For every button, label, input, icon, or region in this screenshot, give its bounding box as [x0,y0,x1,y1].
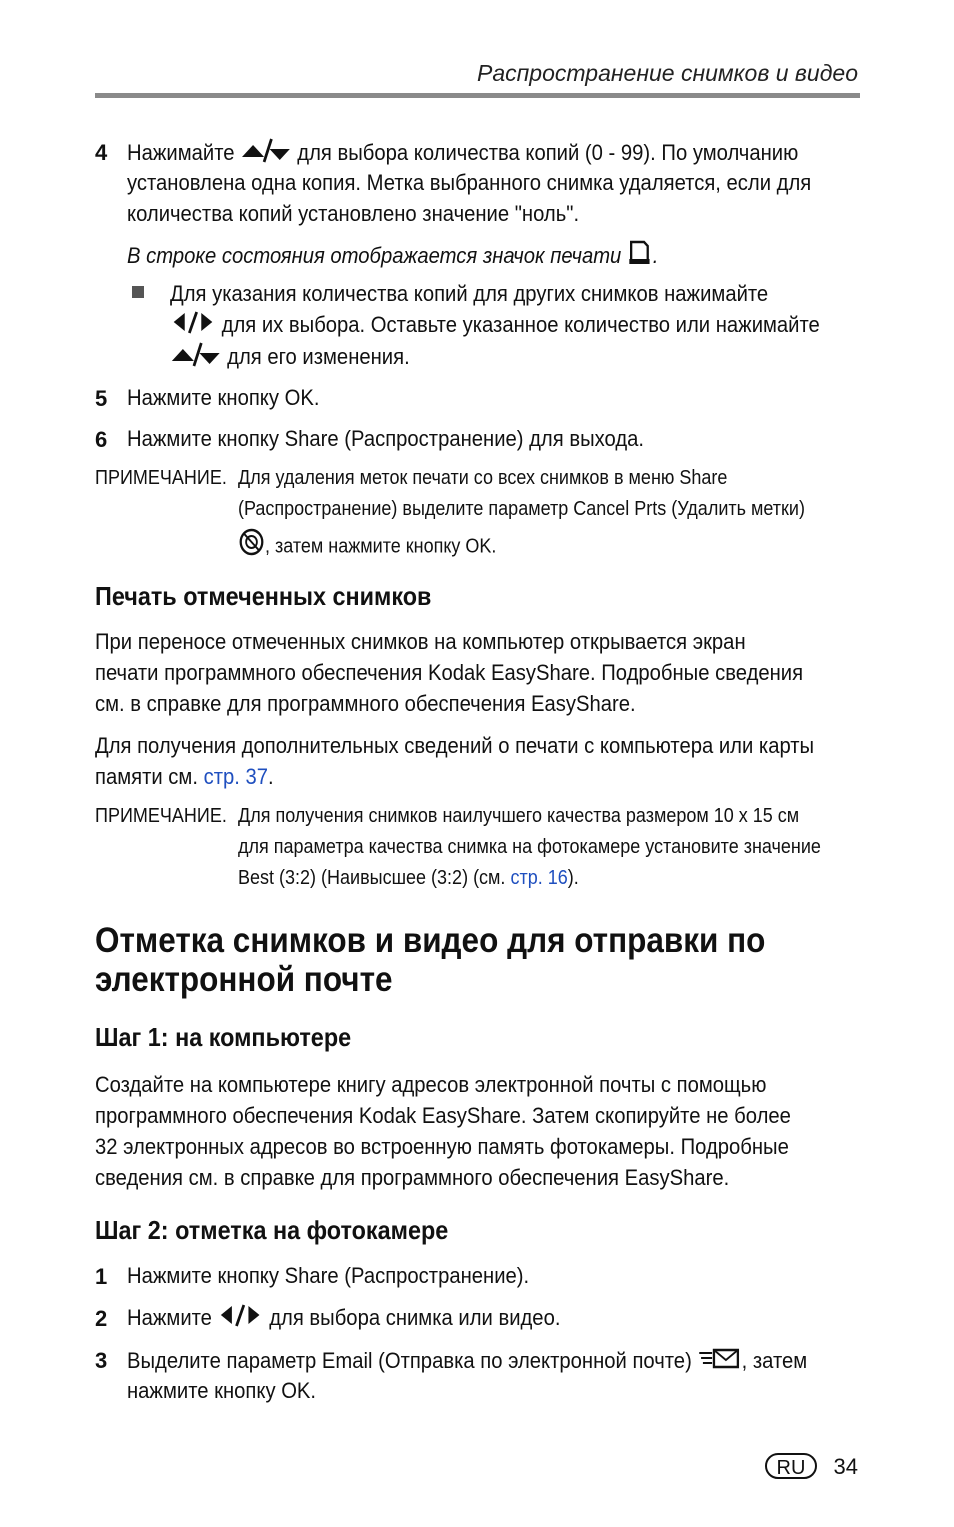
note2-line3-post: ). [567,867,579,889]
step1-line4: сведения см. в справке для программного обеспечения EasyShare. [95,1165,730,1190]
bullet-line3 [170,341,410,376]
step-number: 3 [95,1348,108,1373]
email-step2-post: для выбора снимка или видео. [269,1305,561,1331]
left-right-arrows-icon [170,310,216,343]
step4-post: для выбора количества копий (0 - 99). По умолчанию [297,140,799,166]
step1-line1: Создайте на компьютере книгу адресов электронной почты с помощью [95,1072,767,1097]
page-link[interactable]: стр. 16 [510,867,568,889]
bullet-line1: Для указания количества копий для других снимков нажимайте [170,281,769,306]
page-number: 34 [833,1454,858,1479]
step4-status [127,239,658,276]
step-number: 6 [95,427,108,452]
note1-line1: Для удаления меток печати со всех снимков в меню Share [238,467,728,489]
email-step2-pre: Нажмите [127,1305,212,1331]
note2-line3 [238,863,579,894]
menu-button-icon [238,527,265,567]
print-icon [627,239,653,276]
step-number: 1 [95,1264,108,1289]
step1-line2: программного обеспечения Kodak EasyShare. Затем скопируйте не более [95,1103,791,1128]
language-badge: RU [765,1453,817,1479]
print-p2-line1: Для получения дополнительных сведений о печати с компьютера или карты [95,733,815,758]
page-link[interactable]: стр. 37 [203,764,269,789]
step1-heading: Шаг 1: на компьютере [95,1022,352,1052]
step4-line3: количества копий установлено значение "ноль". [127,201,580,226]
email-step3-line1 [127,1345,807,1380]
print-p2-pre: памяти см. [95,764,198,789]
note2-line2: для параметра качества снимка на фотокамере установите значение [238,836,821,858]
note1-line3-text: , затем нажмите кнопку OK. [265,535,497,558]
bullet-marker [132,286,144,298]
note-label: ПРИМЕЧАНИЕ. [95,467,227,489]
step-number: 4 [95,140,108,165]
print-p1-line2: печати программного обеспечения Kodak EasyShare. Подробные сведения [95,660,804,685]
step4-line2: установлена одна копия. Метка выбранного снимка удаляется, если для [127,170,812,195]
note1-line2: (Распространение) выделите параметр Cancel Prts (Удалить метки) [238,498,805,520]
note1-line3 [238,527,496,567]
step-number: 2 [95,1306,108,1331]
print-p1-line3: см. в справке для программного обеспечения EasyShare. [95,691,636,716]
email-step3-line2: нажмите кнопку OK. [127,1378,317,1403]
email-icon [697,1345,741,1380]
section-heading: Печать отмеченных снимков [95,581,432,611]
note2-line1: Для получения снимков наилучшего качества размером 10 x 15 см [238,805,800,827]
email-step2-text [127,1303,560,1336]
up-down-arrows-icon [170,341,222,376]
print-p2-line2 [95,762,274,793]
step1-line3: 32 электронных адресов во встроенную память фотокамеры. Подробные [95,1134,789,1159]
step6-text: Нажмите кнопку Share (Распространение) для выхода. [127,426,645,451]
email-step1-text: Нажмите кнопку Share (Распространение). [127,1263,530,1288]
email-step3-pre: Выделите параметр Email (Отправка по электронной почте) [127,1348,692,1374]
step4-line1 [127,137,798,172]
header-rule [95,93,860,98]
step2-heading: Шаг 2: отметка на фотокамере [95,1215,449,1245]
running-header: Распространение снимков и видео [477,60,858,86]
bullet-line2-text: для их выбора. Оставьте указанное количество или нажимайте [221,312,820,338]
bullet-line2 [170,310,820,343]
step4-pre: Нажимайте [127,140,235,166]
note-label: ПРИМЕЧАНИЕ. [95,805,227,827]
chapter-title-line2: электронной почте [95,960,393,999]
step5-text: Нажмите кнопку OK. [127,385,320,410]
status-text: В строке состояния отображается значок печати [127,243,622,269]
left-right-arrows-icon [218,1303,264,1336]
email-step3-post: , затем [741,1348,808,1374]
up-down-arrows-icon [240,137,292,172]
step-number: 5 [95,386,108,411]
note2-line3-pre: Best (3:2) (Наивысшее (3:2) (см. [238,867,506,889]
print-p1-line1: При переносе отмеченных снимков на компьютер открывается экран [95,629,746,654]
bullet-line3-text: для его изменения. [227,344,410,370]
status-end: . [652,243,659,269]
chapter-title: Отметка снимков и видео для отправки по [95,921,766,960]
print-p2-post: . [268,764,274,789]
